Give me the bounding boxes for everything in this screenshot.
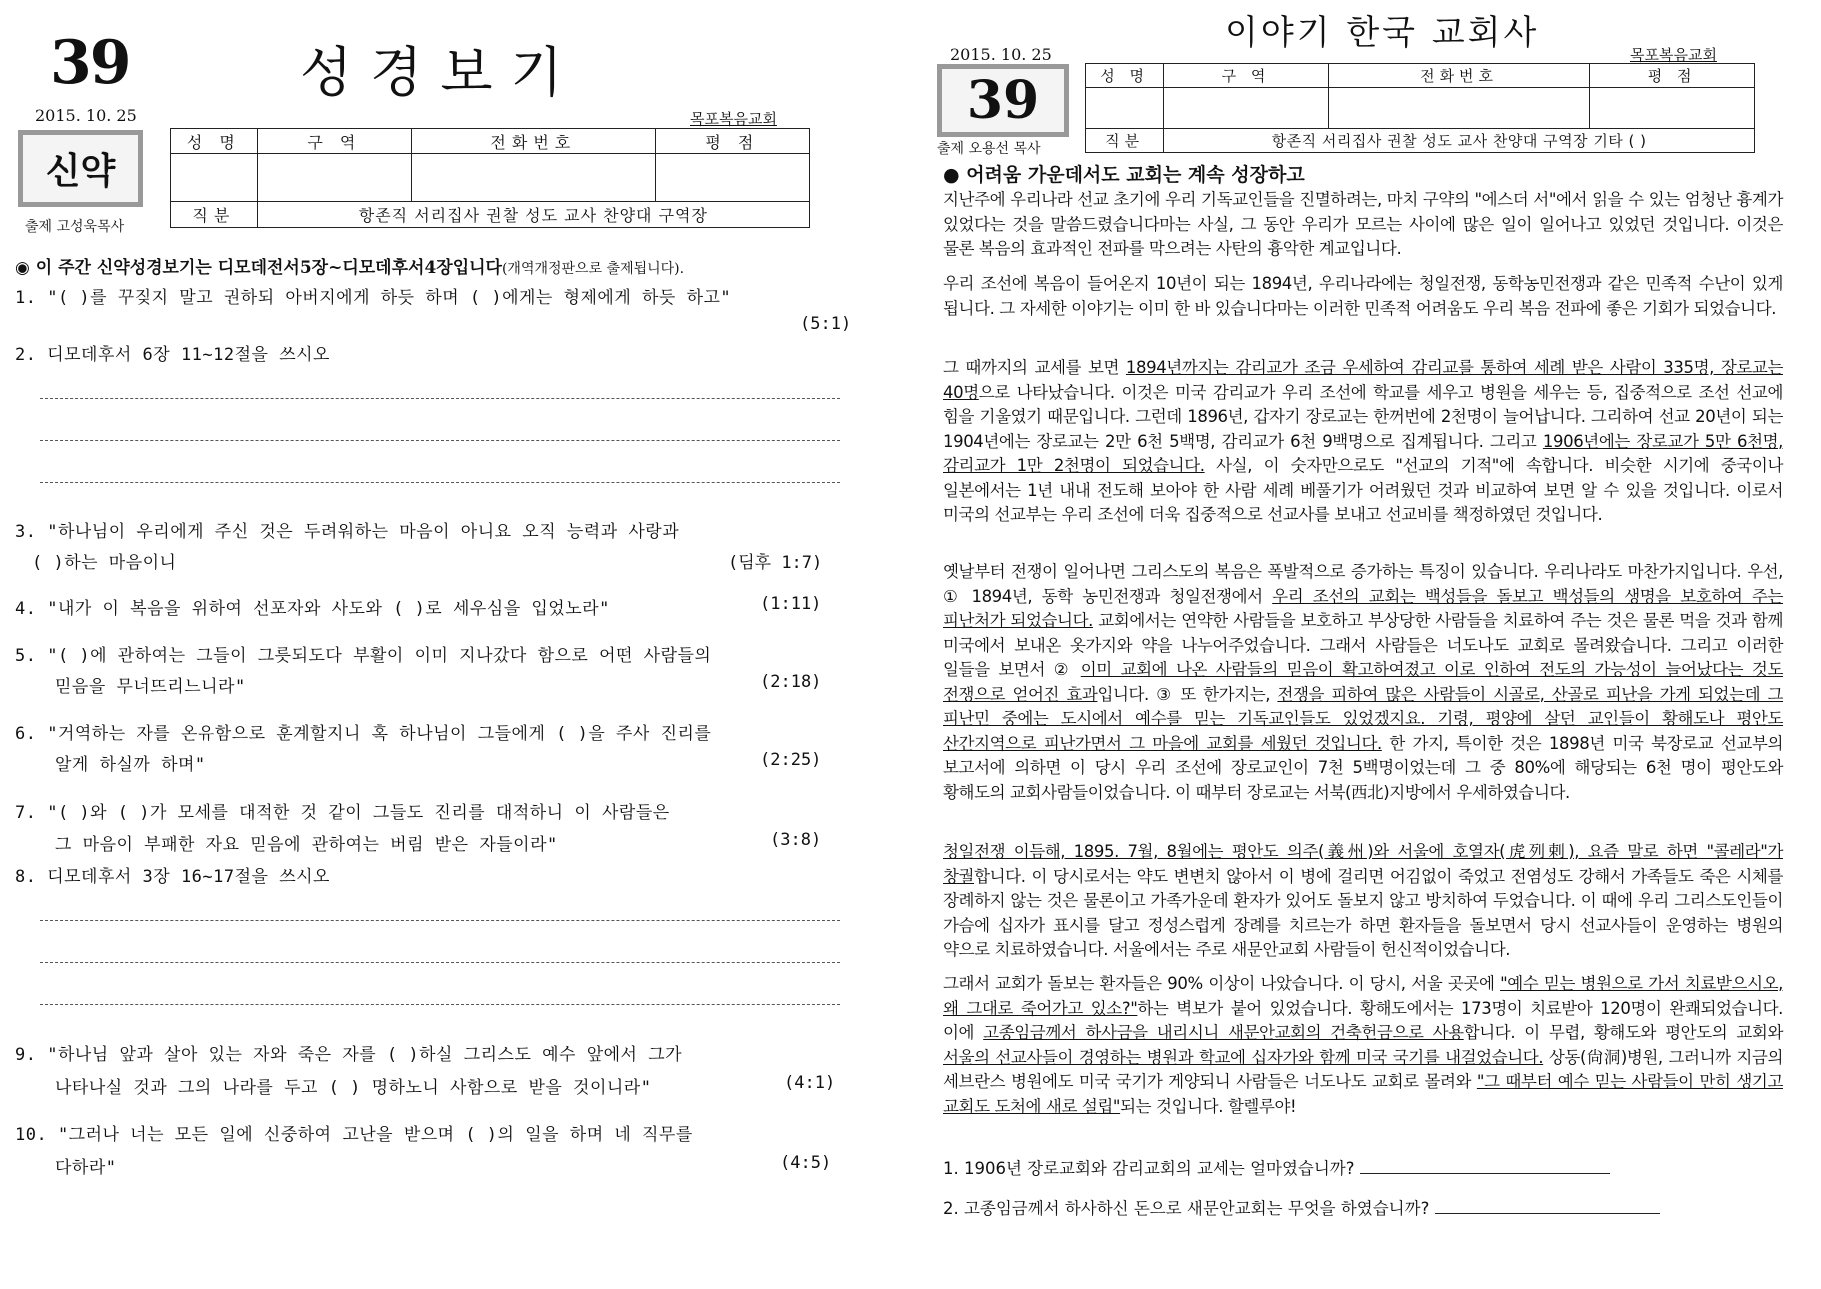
form-header-district: 구 역 [257, 129, 411, 154]
question-9-line2: 나타나실 것과 그의 나라를 두고 ( ) 명하노니 사함으로 받을 것이니라" [55, 1078, 652, 1098]
paragraph-2: 우리 조선에 복음이 들어온지 10년이 되는 1894년, 우리나라에는 청일전쟁, 동학농민전쟁과 같은 민족적 수난이 있게 됩니다. 그 자세한 이야기는 이미 한 바 있습니다마는 이러한 민족적 어려움도 우리 복음 전파에 좋은 기회가 되었습니다. [943, 274, 1783, 318]
paragraph-5 [943, 840, 1783, 963]
question-7: 7. "( )와 ( )가 모세를 대적한 것 같이 그들도 진리를 대적하니 이 사람들은 [15, 803, 670, 823]
paragraph-4 [943, 560, 1783, 805]
role-label: 직분 [171, 202, 258, 228]
phone-field[interactable] [412, 154, 656, 202]
text: 합니다. 이 당시로서는 약도 변변치 않아서 이 병에 걸리면 어김없이 죽었고 전염성도 강해서 가족들도 죽은 시체를 장례하지 않는 것은 물론이고 가족가운데 환자가 있어도 돌보지 않고 방치하여 두었습니다. 이 때에 우리 그리스도인들이 가슴에 십자가 표시를 달고 정성스럽게 장례를 치르는가 하면 환자들을 돌보면서 당시 선교사들이 운영하는 병원의 약으로 치료하였습니다. 서울에서는 주로 새문안교회 사람들이 헌신적이었습니다. [943, 866, 1783, 959]
answer-line[interactable] [1435, 1199, 1660, 1214]
question-5-line2: 믿음을 무너뜨리느니라" [55, 677, 246, 697]
text: 되는 것입니다. 할렐루야! [1120, 1096, 1297, 1116]
question-4-ref: (1:11) [760, 594, 822, 614]
text: 하는 벽보가 붙어 있었습니다. 황해도에서는 173명이 치료받아 120명이 완쾌되었습니다. 이에 [943, 998, 1783, 1042]
question-4: 4. "내가 이 복음을 위하여 선포자와 사도와 ( )로 세우심을 입었노라" [15, 599, 610, 619]
paragraph-1: 지난주에 우리나라 선교 초기에 우리 기독교인들을 진멸하려는, 마치 구약의 "에스더 서"에서 읽을 수 있는 엄청난 흉계가 있었다는 것을 말씀드렸습니다마는 사실, 그 동안 우리가 모르는 사이에 많은 일이 일어나고 있었던 것입니다. 이것은 물론 복음의 효과적인 전파를 막으려는 사탄의 흉악한 계교입니다. [943, 190, 1783, 258]
text: 그래서 교회가 돌보는 환자들은 90% 이상이 나았습니다. 이 당시, 서울 곳곳에 [943, 974, 1501, 993]
name-field[interactable] [1086, 88, 1164, 129]
underlined-text: 이미 교회에 나온 사람들의 믿음이 확고하여졌고 이로 인하여 전도의 가능성이 늘어났다는 것도 전쟁으로 얻어진 효과 [943, 660, 1783, 704]
form-header-name: 성 명 [1086, 64, 1164, 88]
district-field[interactable] [257, 154, 411, 202]
role-options[interactable]: 항존직 서리집사 권찰 성도 교사 찬양대 구역장 기타 ( ) [1164, 129, 1755, 153]
text: 옛날부터 전쟁이 일어나면 그리스도의 복음은 폭발적으로 증가하는 특징이 있습니다. 우리나라도 마찬가지입니다. 우선, ① 1894년, 동학 농민전쟁과 청일전쟁에서 [943, 562, 1783, 606]
answer-line[interactable] [40, 962, 840, 963]
info-form [1085, 63, 1755, 153]
text: 그 때까지의 교세를 보면 [943, 358, 1126, 377]
underlined-text: 1894년까지는 감리교가 조금 우세하여 감리교를 통하여 세례 받은 사람이 335명, 장로교는 40명 [943, 358, 1783, 402]
text: 교회에서는 연약한 사람들을 보호하고 부상당한 사람들을 치료하여 주는 것은 물론 먹을 것과 함께 미국에서 보내온 옷가지와 약을 나누어주었습니다. 그래서 사람들은 너도나도 교회로 몰려왔습니다. 그리고 이러한 일들을 보면서 ② [943, 611, 1783, 679]
notice-note: (개역개정판으로 출제됩니다). [501, 261, 685, 277]
question-6-line2: 알게 하실까 하며" [55, 755, 206, 775]
page-title: 성경보기 [300, 41, 581, 104]
underlined-text: 1906년에는 장로교가 5만 6천명, 감리교가 1만 2천명이 되었습니다. [943, 431, 1783, 475]
question-1: 1. "( )를 꾸짖지 말고 권하되 아버지에게 하듯 하며 ( )에게는 형제에게 하듯 하고" [15, 288, 732, 308]
left-worksheet [0, 0, 880, 1289]
question-10-ref: (4:5) [780, 1153, 832, 1173]
text: 상동(尙洞)병원, 그러니까 지금의 세브란스 병원에도 미국 국기가 게양되니 사람들은 너도나도 교회로 몰려와 [943, 1047, 1783, 1091]
question-7-line2: 그 마음이 부패한 자요 믿음에 관하여는 버림 받은 자들이라" [55, 835, 558, 855]
question-5: 5. "( )에 관하여는 그들이 그릇되도다 부활이 이미 지나갔다 함으로 어떤 사람들의 [15, 646, 712, 666]
district-field[interactable] [1164, 88, 1329, 129]
answer-line[interactable] [1360, 1159, 1610, 1174]
right-worksheet [925, 0, 1821, 1289]
question-3-line2: ( )하는 마음이니 [32, 553, 177, 573]
question-2: 2. 디모데후서 6장 11~12절을 쓰시오 [15, 345, 330, 365]
form-header-score: 평 점 [655, 129, 809, 154]
text: 사실, 이 숫자만으로도 "선교의 기적"에 속합니다. 비슷한 시기에 중국이나 일본에서는 1년 내내 전도해 보아야 한 사람 세례 베풀기가 어려웠던 것과 비교하여 보면 알 수 있을 것입니다. 이로서 미국의 선교부는 우리 조선에 더욱 집중적으로 선교사를 보내고 선교비를 책정하였던 것입니다. [943, 456, 1783, 524]
church-name: 목포복음교회 [690, 110, 777, 128]
page-title: 이야기 한국 교회사 [1225, 13, 1540, 53]
answer-line[interactable] [40, 920, 840, 921]
form-header-phone: 전화번호 [1328, 64, 1589, 88]
underlined-text: "예수 믿는 병원으로 가서 치료받으시오, 왜 그대로 죽어가고 있소?" [943, 974, 1783, 1018]
text: 합니다. 이 무렵, 황해도와 평안도의 교회와 [1463, 1023, 1783, 1042]
author: 출제 오용선 목사 [937, 141, 1041, 157]
info-form [170, 128, 810, 228]
review-question-2 [943, 1195, 1660, 1219]
score-field [655, 154, 809, 202]
paragraph-3 [943, 356, 1783, 528]
notice-main: ◉ 이 주간 신약성경보기는 디모데전서5장~디모데후서4장입니다 [15, 258, 502, 278]
question-8: 8. 디모데후서 3장 16~17절을 쓰시오 [15, 867, 330, 887]
score-field [1590, 88, 1755, 129]
underlined-text: 우리 조선의 교회는 백성들을 돌보고 백성들의 생명을 보호하여 주는 피난처가 되었습니다. [943, 586, 1783, 630]
paragraph-6 [943, 972, 1783, 1119]
text: 한 가지, 특이한 것은 1898년 미국 북장로교 선교부의 보고서에 의하면 이 당시 우리 조선에 장로교인이 7천 5백명이었는데 그 중 80%에 해당되는 6천 명이 평안도와 황해도의 교회사람들이었습니다. 이 때부터 장로교는 서북(西北)지방에서 우세하였습니다. [943, 733, 1783, 802]
question-6: 6. "거역하는 자를 온유함으로 훈계할지니 혹 하나님이 그들에게 ( )을 주사 진리를 [15, 724, 712, 744]
form-header-name: 성 명 [171, 129, 258, 154]
underlined-text: 고종임금께서 하사금을 내리시니 새문안교회의 건축헌금으로 사용 [983, 1023, 1464, 1042]
answer-line[interactable] [40, 482, 840, 483]
question-9-ref: (4:1) [784, 1073, 836, 1093]
role-options[interactable]: 항존직 서리집사 권찰 성도 교사 찬양대 구역장 [257, 202, 809, 228]
question-10-line2: 다하라" [55, 1158, 117, 1178]
issue-number: 39 [50, 28, 130, 98]
text: 으로 나타났습니다. 이것은 미국 감리교가 우리 조선에 학교를 세우고 병원을 세우는 등, 집중적으로 조선 선교에 힘을 기울였기 때문입니다. 그런데 1896년, 갑자기 장로교는 한꺼번에 2천명이 늘어납니다. 그리하여 선교 20년이 되는 1904년에는 장로교는 2만 6천 5백명, 감리교가 6천 9백명으로 집계됩니다. 그리고 [943, 382, 1783, 451]
section-heading: ● 어려움 가운데서도 교회는 계속 성장하고 [943, 164, 1305, 186]
church-name: 목포복음교회 [1630, 46, 1717, 64]
testament-badge: 신약 [18, 130, 143, 207]
review-question-1-text: 1. 1906년 장로교회와 감리교회의 교세는 얼마였습니까? [943, 1159, 1355, 1178]
date: 2015. 10. 25 [35, 106, 137, 125]
question-3: 3. "하나님이 우리에게 주신 것은 두려워하는 마음이 아니요 오직 능력과 사랑과 [15, 522, 680, 542]
underlined-text: 서울의 선교사들이 경영하는 병원과 학교에 십자가와 함께 미국 국기를 내걸었습니다. [943, 1047, 1544, 1067]
name-field[interactable] [171, 154, 258, 202]
date: 2015. 10. 25 [950, 45, 1052, 64]
weekly-notice [15, 253, 684, 278]
author: 출제 고성욱목사 [25, 219, 125, 235]
role-label: 직분 [1086, 129, 1164, 153]
question-6-ref: (2:25) [760, 750, 822, 770]
underlined-text: 청일전쟁 이듬해, 1895. 7월, 8월에는 평안도 의주(義州)와 서울에 호열자(虎列剌), 요즘 말로 하면 "콜레라"가 창궐 [943, 842, 1783, 886]
form-header-score: 평 점 [1590, 64, 1755, 88]
answer-line[interactable] [40, 398, 840, 399]
question-9: 9. "하나님 앞과 살아 있는 자와 죽은 자를 ( )하실 그리스도 예수 앞에서 그가 [15, 1045, 683, 1065]
underlined-text: "그 때부터 예수 믿는 사람들이 만히 생기고 교회도 도처에 새로 설립" [943, 1072, 1783, 1116]
review-question-2-text: 2. 고종임금께서 하사하신 돈으로 새문안교회는 무엇을 하였습니까? [943, 1199, 1430, 1218]
answer-line[interactable] [40, 1004, 840, 1005]
form-header-district: 구 역 [1164, 64, 1329, 88]
question-3-ref: (딤후 1:7) [728, 553, 823, 573]
review-question-1 [943, 1155, 1610, 1179]
question-7-ref: (3:8) [770, 830, 822, 850]
underlined-text: 전쟁을 피하여 많은 사람들이 시골로, 산골로 피난을 가게 되었는데 그 피난민 중에는 도시에서 예수를 믿는 기독교인들도 있었겠지요. 기령, 평양에 살던 교인들이 황해도나 평안도 산간지역으로 피난가면서 그 마을에 교회를 세웠던 것입니다. [943, 684, 1783, 753]
text: 입니다. ③ 또 한가지는, [1097, 684, 1278, 704]
form-header-phone: 전화번호 [412, 129, 656, 154]
phone-field[interactable] [1328, 88, 1589, 129]
question-1-ref: (5:1) [800, 314, 852, 334]
answer-line[interactable] [40, 440, 840, 441]
question-10: 10. "그러나 너는 모든 일에 신중하여 고난을 받으며 ( )의 일을 하며 네 직무를 [15, 1125, 693, 1145]
question-5-ref: (2:18) [760, 672, 822, 692]
issue-number: 39 [937, 64, 1069, 137]
